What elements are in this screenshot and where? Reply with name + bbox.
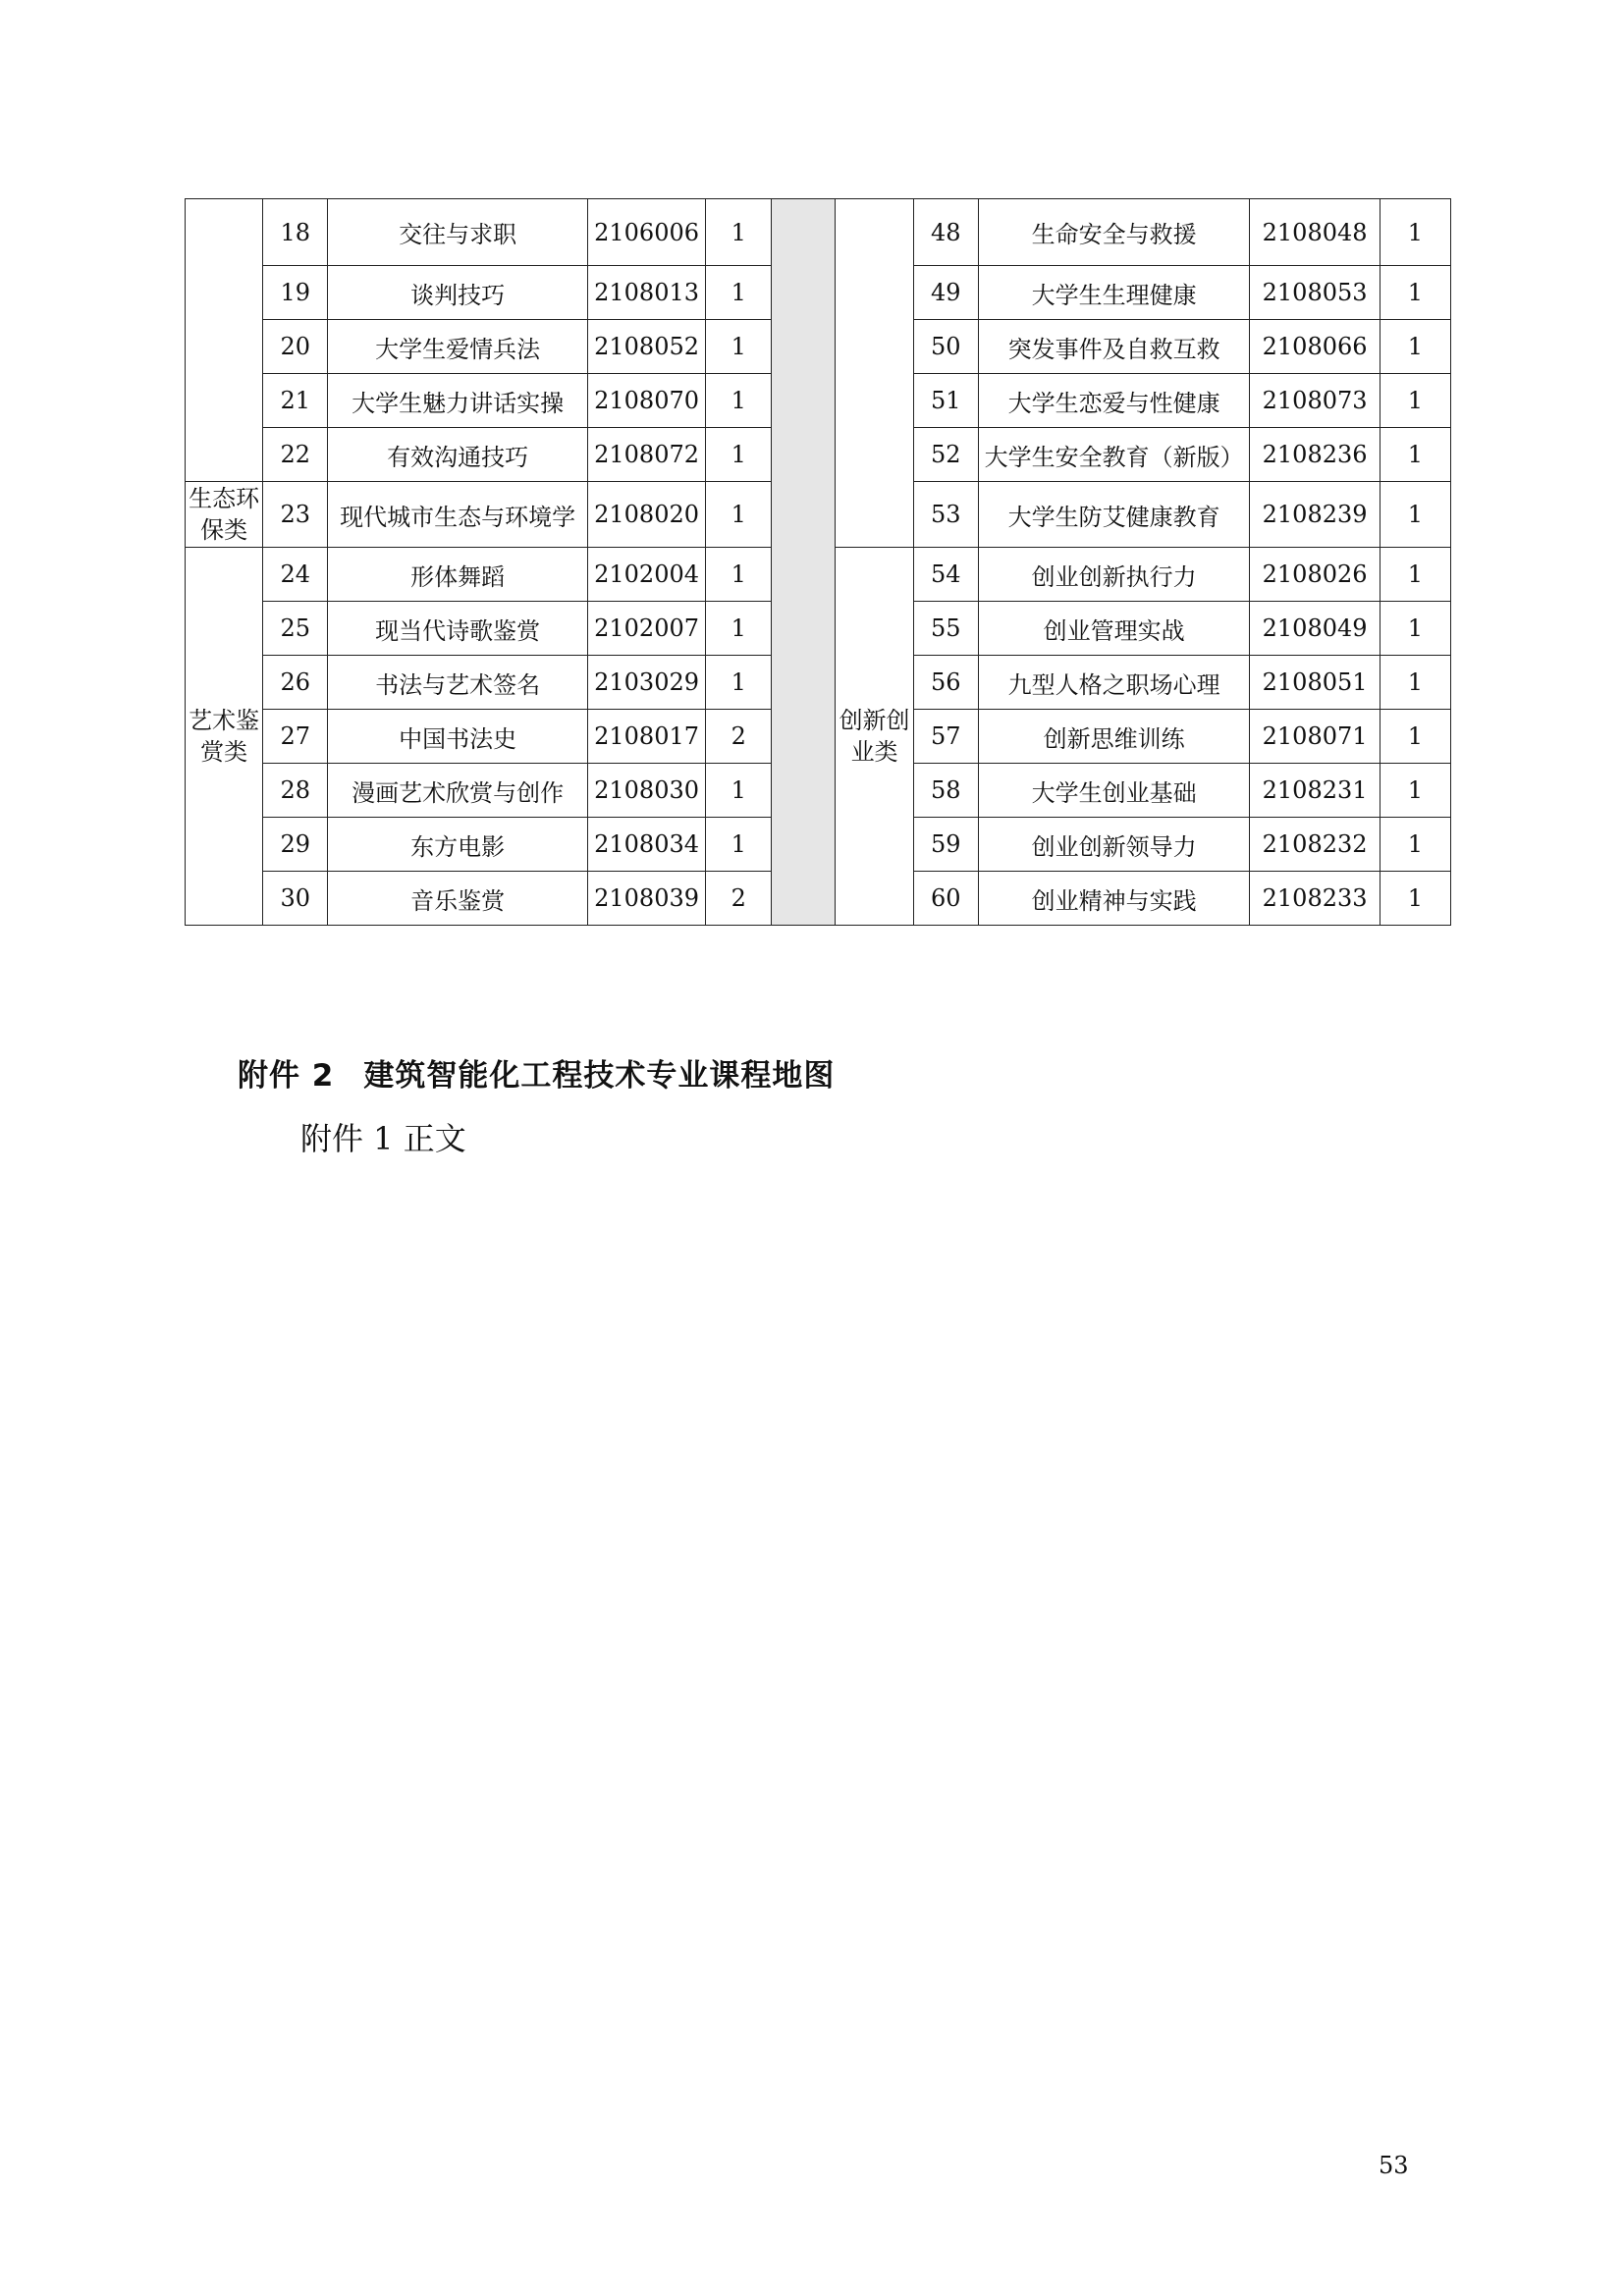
course-name: 大学生魅力讲话实操 bbox=[328, 374, 588, 428]
course-code: 2108073 bbox=[1250, 374, 1380, 428]
course-number: 60 bbox=[913, 872, 978, 926]
course-number: 49 bbox=[913, 266, 978, 320]
course-code: 2108239 bbox=[1250, 482, 1380, 548]
course-number: 26 bbox=[263, 656, 328, 710]
course-credit: 1 bbox=[706, 199, 772, 266]
course-name: 现当代诗歌鉴赏 bbox=[328, 602, 588, 656]
course-code: 2108072 bbox=[587, 428, 705, 482]
course-code: 2108053 bbox=[1250, 266, 1380, 320]
page-number: 53 bbox=[1379, 2152, 1409, 2179]
course-credit: 1 bbox=[706, 764, 772, 818]
course-number: 19 bbox=[263, 266, 328, 320]
course-code: 2108049 bbox=[1250, 602, 1380, 656]
course-name: 交往与求职 bbox=[328, 199, 588, 266]
course-credit: 2 bbox=[706, 710, 772, 764]
table-row bbox=[186, 199, 1451, 266]
course-code: 2108039 bbox=[587, 872, 705, 926]
course-code: 2102007 bbox=[587, 602, 705, 656]
course-number: 29 bbox=[263, 818, 328, 872]
course-name: 创业创新执行力 bbox=[978, 548, 1250, 602]
course-number: 52 bbox=[913, 428, 978, 482]
course-name: 创业创新领导力 bbox=[978, 818, 1250, 872]
course-table-body bbox=[186, 199, 1451, 926]
course-name: 漫画艺术欣赏与创作 bbox=[328, 764, 588, 818]
course-number: 51 bbox=[913, 374, 978, 428]
course-credit: 1 bbox=[1380, 656, 1450, 710]
course-number: 28 bbox=[263, 764, 328, 818]
course-name: 有效沟通技巧 bbox=[328, 428, 588, 482]
course-credit: 1 bbox=[1380, 320, 1450, 374]
course-credit: 1 bbox=[706, 602, 772, 656]
course-credit: 1 bbox=[1380, 482, 1450, 548]
table-divider-column bbox=[772, 199, 836, 926]
course-name: 创业管理实战 bbox=[978, 602, 1250, 656]
course-credit: 1 bbox=[706, 266, 772, 320]
course-code: 2108070 bbox=[587, 374, 705, 428]
course-number: 27 bbox=[263, 710, 328, 764]
course-code: 2108020 bbox=[587, 482, 705, 548]
course-credit: 1 bbox=[1380, 764, 1450, 818]
course-number: 30 bbox=[263, 872, 328, 926]
course-number: 22 bbox=[263, 428, 328, 482]
course-credit: 2 bbox=[706, 872, 772, 926]
course-number: 55 bbox=[913, 602, 978, 656]
course-code: 2106006 bbox=[587, 199, 705, 266]
course-credit: 1 bbox=[1380, 266, 1450, 320]
course-name: 书法与艺术签名 bbox=[328, 656, 588, 710]
course-name: 谈判技巧 bbox=[328, 266, 588, 320]
course-number: 57 bbox=[913, 710, 978, 764]
course-credit: 1 bbox=[1380, 818, 1450, 872]
course-name: 现代城市生态与环境学 bbox=[328, 482, 588, 548]
category-cell-empty bbox=[836, 199, 913, 548]
appendix-label: 附件 2 bbox=[238, 1058, 335, 1094]
course-code: 2108030 bbox=[587, 764, 705, 818]
course-name: 形体舞蹈 bbox=[328, 548, 588, 602]
elective-course-table bbox=[185, 198, 1451, 926]
course-number: 50 bbox=[913, 320, 978, 374]
course-name: 中国书法史 bbox=[328, 710, 588, 764]
course-name: 大学生安全教育（新版） bbox=[978, 428, 1250, 482]
course-credit: 1 bbox=[706, 656, 772, 710]
course-name: 九型人格之职场心理 bbox=[978, 656, 1250, 710]
course-credit: 1 bbox=[1380, 872, 1450, 926]
appendix-heading bbox=[238, 1050, 835, 1095]
category-cell-art: 艺术鉴赏类 bbox=[186, 548, 263, 926]
course-number: 18 bbox=[263, 199, 328, 266]
course-code: 2103029 bbox=[587, 656, 705, 710]
course-code: 2108066 bbox=[1250, 320, 1380, 374]
course-name: 突发事件及自救互救 bbox=[978, 320, 1250, 374]
appendix-title: 建筑智能化工程技术专业课程地图 bbox=[363, 1058, 836, 1094]
course-code: 2108232 bbox=[1250, 818, 1380, 872]
course-name: 大学生爱情兵法 bbox=[328, 320, 588, 374]
course-code: 2108236 bbox=[1250, 428, 1380, 482]
course-credit: 1 bbox=[706, 374, 772, 428]
course-code: 2108048 bbox=[1250, 199, 1380, 266]
course-code: 2108231 bbox=[1250, 764, 1380, 818]
course-name: 大学生创业基础 bbox=[978, 764, 1250, 818]
course-credit: 1 bbox=[1380, 199, 1450, 266]
course-code: 2108233 bbox=[1250, 872, 1380, 926]
course-credit: 1 bbox=[1380, 602, 1450, 656]
category-cell-ecology: 生态环保类 bbox=[186, 482, 263, 548]
course-code: 2108017 bbox=[587, 710, 705, 764]
course-number: 24 bbox=[263, 548, 328, 602]
course-name: 音乐鉴赏 bbox=[328, 872, 588, 926]
category-cell-innovation: 创新创业类 bbox=[836, 548, 913, 926]
course-number: 59 bbox=[913, 818, 978, 872]
course-credit: 1 bbox=[1380, 710, 1450, 764]
course-credit: 1 bbox=[1380, 428, 1450, 482]
course-code: 2108026 bbox=[1250, 548, 1380, 602]
course-number: 21 bbox=[263, 374, 328, 428]
course-code: 2108051 bbox=[1250, 656, 1380, 710]
appendix-subheading: 附件 1 正文 bbox=[300, 1120, 466, 1157]
category-cell-empty bbox=[186, 199, 263, 482]
course-credit: 1 bbox=[706, 548, 772, 602]
course-name: 大学生防艾健康教育 bbox=[978, 482, 1250, 548]
course-code: 2108071 bbox=[1250, 710, 1380, 764]
course-name: 生命安全与救援 bbox=[978, 199, 1250, 266]
course-number: 48 bbox=[913, 199, 978, 266]
course-number: 23 bbox=[263, 482, 328, 548]
course-number: 20 bbox=[263, 320, 328, 374]
course-name: 创业精神与实践 bbox=[978, 872, 1250, 926]
course-name: 大学生恋爱与性健康 bbox=[978, 374, 1250, 428]
course-code: 2108034 bbox=[587, 818, 705, 872]
course-credit: 1 bbox=[706, 818, 772, 872]
course-code: 2108013 bbox=[587, 266, 705, 320]
course-credit: 1 bbox=[706, 482, 772, 548]
course-credit: 1 bbox=[706, 320, 772, 374]
course-name: 创新思维训练 bbox=[978, 710, 1250, 764]
course-name: 东方电影 bbox=[328, 818, 588, 872]
course-credit: 1 bbox=[706, 428, 772, 482]
course-number: 25 bbox=[263, 602, 328, 656]
course-code: 2102004 bbox=[587, 548, 705, 602]
course-code: 2108052 bbox=[587, 320, 705, 374]
course-number: 56 bbox=[913, 656, 978, 710]
course-number: 54 bbox=[913, 548, 978, 602]
course-number: 58 bbox=[913, 764, 978, 818]
course-credit: 1 bbox=[1380, 374, 1450, 428]
course-credit: 1 bbox=[1380, 548, 1450, 602]
course-number: 53 bbox=[913, 482, 978, 548]
course-name: 大学生生理健康 bbox=[978, 266, 1250, 320]
